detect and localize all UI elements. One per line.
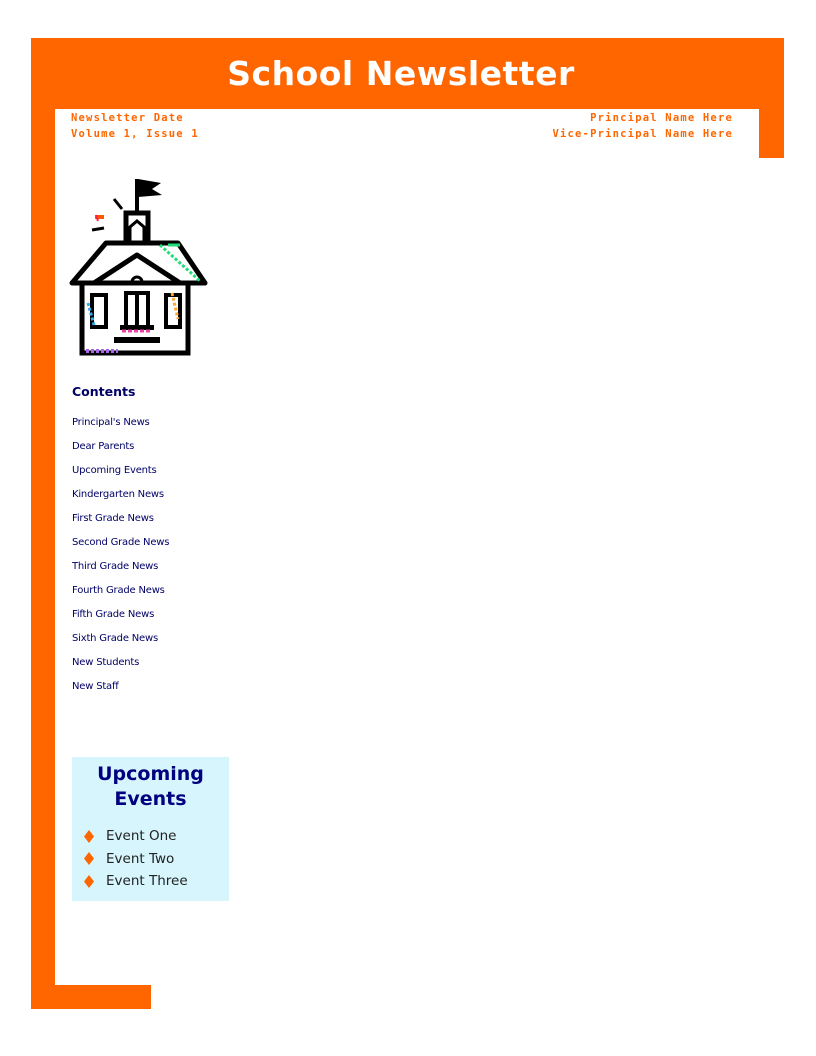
- upcoming-events-title: Upcoming Events: [97, 763, 204, 810]
- upcoming-events-box: [72, 757, 229, 901]
- events-list: [84, 825, 188, 893]
- contents-item[interactable]: Second Grade News: [72, 537, 170, 548]
- contents-item[interactable]: Kindergarten News: [72, 489, 164, 500]
- diamond-bullet-icon: [84, 830, 94, 843]
- issue-info: [71, 110, 199, 142]
- newsletter-date: Newsletter Date: [71, 112, 184, 124]
- volume-issue: Volume 1, Issue 1: [71, 128, 199, 140]
- vice-principal-name: Vice-Principal Name Here: [552, 128, 733, 140]
- event-item: [84, 825, 188, 848]
- diamond-bullet-icon: [84, 852, 94, 865]
- event-label: Event Three: [106, 873, 188, 890]
- staff-info: [552, 110, 733, 142]
- contents-list: [72, 416, 170, 704]
- principal-name: Principal Name Here: [590, 112, 733, 124]
- contents-heading: Contents: [72, 384, 136, 399]
- contents-item[interactable]: Fifth Grade News: [72, 609, 155, 620]
- contents-item[interactable]: New Staff: [72, 681, 119, 692]
- left-border: [31, 38, 55, 1009]
- contents-item[interactable]: Dear Parents: [72, 441, 135, 452]
- contents-item[interactable]: Third Grade News: [72, 561, 159, 572]
- contents-item[interactable]: Sixth Grade News: [72, 633, 158, 644]
- contents-item[interactable]: First Grade News: [72, 513, 154, 524]
- contents-item[interactable]: Principal's News: [72, 417, 150, 428]
- bottom-border-tab: [31, 985, 151, 1009]
- diamond-bullet-icon: [84, 875, 94, 888]
- event-label: Event Two: [106, 850, 175, 867]
- contents-item[interactable]: New Students: [72, 657, 140, 668]
- schoolhouse-icon: [68, 175, 210, 359]
- event-item: [84, 848, 188, 871]
- event-item: [84, 870, 188, 893]
- newsletter-title: School Newsletter: [227, 54, 575, 93]
- event-label: Event One: [106, 828, 177, 845]
- contents-item[interactable]: Fourth Grade News: [72, 585, 165, 596]
- contents-item[interactable]: Upcoming Events: [72, 465, 157, 476]
